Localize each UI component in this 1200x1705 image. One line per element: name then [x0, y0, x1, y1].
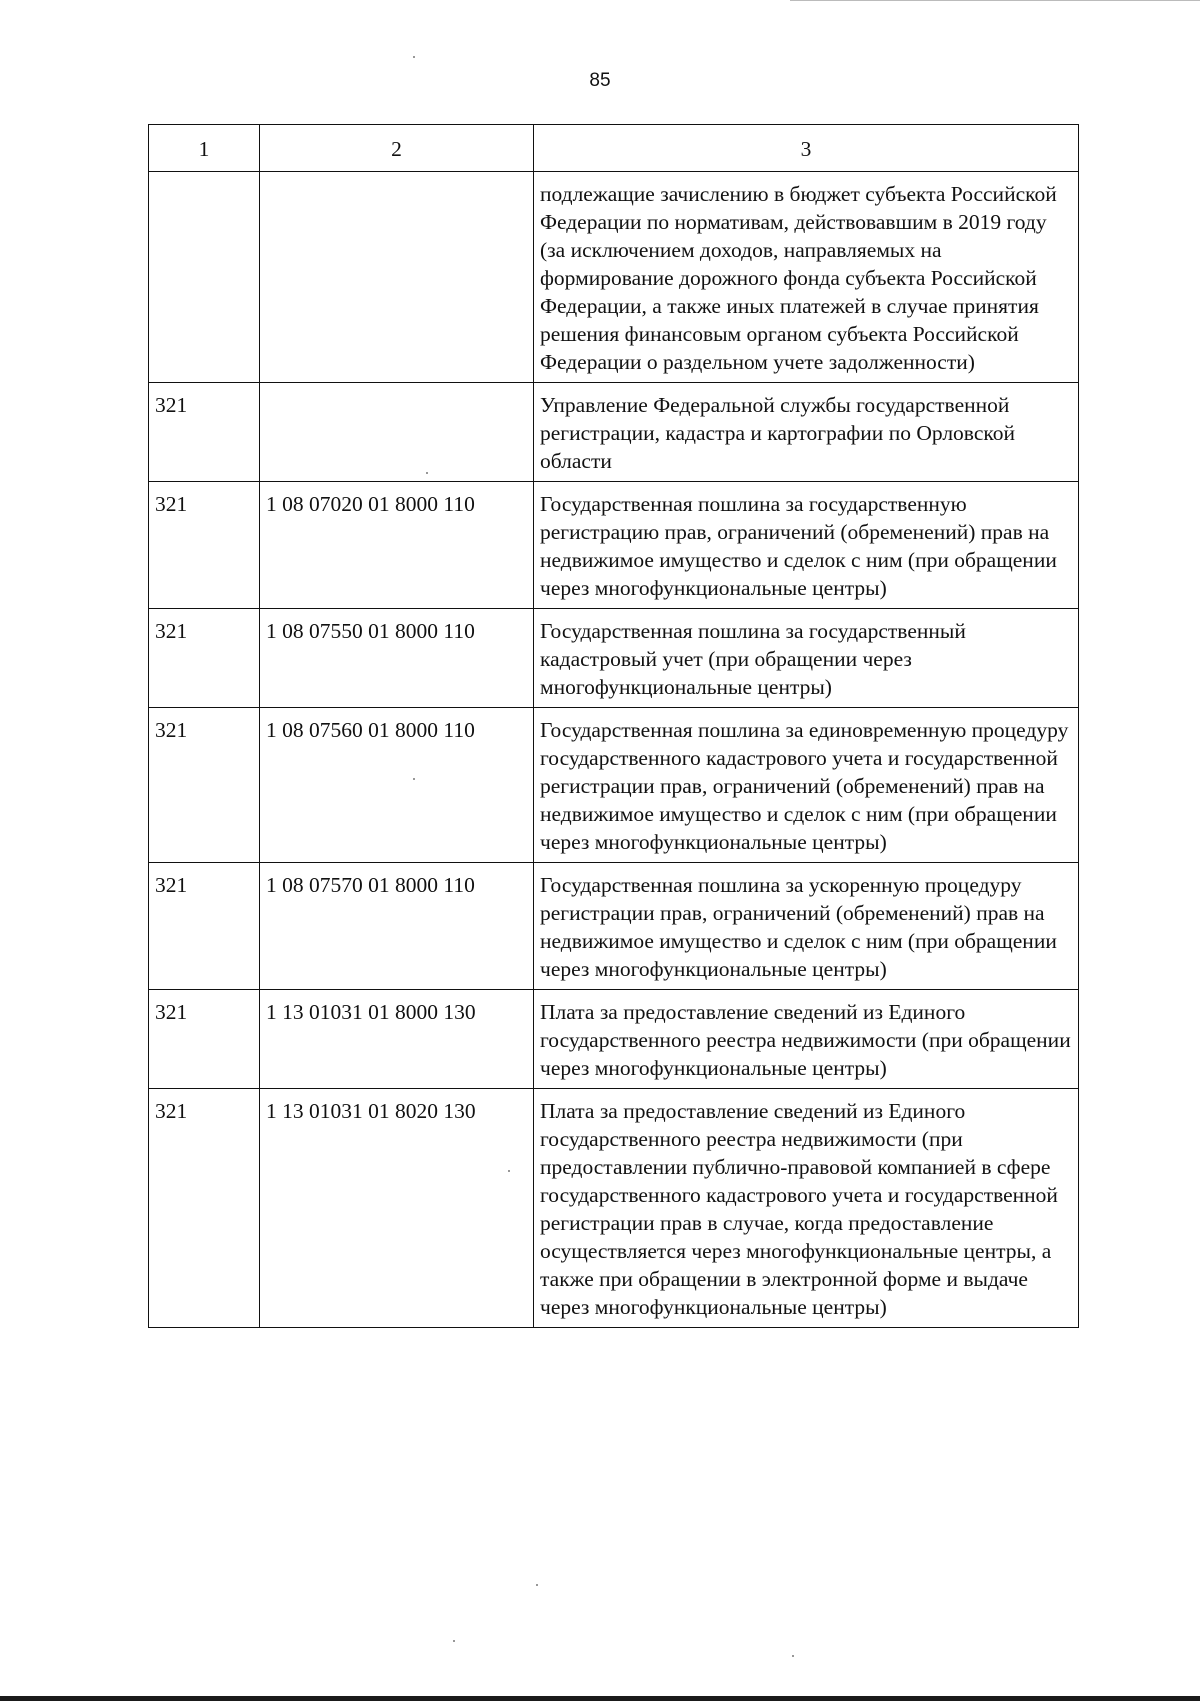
admin-code-cell: 321: [149, 990, 260, 1089]
column-header-2: 2: [260, 125, 534, 172]
scan-speck: [453, 1640, 455, 1642]
revenue-code-cell: [260, 383, 534, 482]
revenue-name-cell: Государственная пошлина за единовременную процедуру государственного кадастрового учета и государственной регистрации прав, ограничений (обременений) прав на недвижимое имущество и сделок с ним (при обращении через многофункциональные центры): [534, 708, 1079, 863]
revenue-code-cell: 1 08 07550 01 8000 110: [260, 609, 534, 708]
revenue-code-cell: 1 08 07570 01 8000 110: [260, 863, 534, 990]
table-row: [149, 482, 1079, 609]
scan-edge-bottom: [0, 1696, 1200, 1701]
scan-speck: [426, 472, 428, 474]
column-header-3: 3: [534, 125, 1079, 172]
revenue-name-cell: Плата за предоставление сведений из Единого государственного реестра недвижимости (при обращении через многофункциональные центры): [534, 990, 1079, 1089]
revenue-name-cell: подлежащие зачислению в бюджет субъекта Российской Федерации по нормативам, действовавшим в 2019 году (за исключением доходов, направляемых на формирование дорожного фонда субъекта Российской Федерации, а также иных платежей в случае принятия решения финансовым органом субъекта Российской Федерации о раздельном учете задолженности): [534, 172, 1079, 383]
scan-speck: [792, 1655, 794, 1657]
revenue-code-cell: [260, 172, 534, 383]
revenue-name-cell: Плата за предоставление сведений из Единого государственного реестра недвижимости (при предоставлении публично-правовой компанией в сфере государственного кадастрового учета и государственной регистрации прав в случае, когда предоставление осуществляется через многофункциональные центры, а также при обращении в электронной форме и выдаче через многофункциональные центры): [534, 1089, 1079, 1328]
revenue-code-cell: 1 08 07020 01 8000 110: [260, 482, 534, 609]
revenue-name-cell: Государственная пошлина за государственную регистрацию прав, ограничений (обременений) прав на недвижимое имущество и сделок с ним (при обращении через многофункциональные центры): [534, 482, 1079, 609]
table-row: [149, 863, 1079, 990]
scan-edge-top: [790, 0, 1200, 1]
admin-code-cell: 321: [149, 863, 260, 990]
admin-code-cell: 321: [149, 482, 260, 609]
revenue-code-cell: 1 08 07560 01 8000 110: [260, 708, 534, 863]
table-row: [149, 1089, 1079, 1328]
scan-speck: [413, 778, 415, 780]
table-row: [149, 172, 1079, 383]
admin-code-cell: 321: [149, 708, 260, 863]
scan-speck: [508, 1170, 510, 1172]
scan-speck: [536, 1584, 538, 1586]
table-row: [149, 990, 1079, 1089]
scan-speck: [413, 56, 415, 58]
revenue-codes-table: [148, 124, 1079, 1328]
revenue-name-cell: Государственная пошлина за ускоренную процедуру регистрации прав, ограничений (обременений) прав на недвижимое имущество и сделок с ним (при обращении через многофункциональные центры): [534, 863, 1079, 990]
table-row: [149, 609, 1079, 708]
page-number: 85: [589, 70, 611, 91]
admin-code-cell: 321: [149, 609, 260, 708]
admin-code-cell: [149, 172, 260, 383]
revenue-code-cell: 1 13 01031 01 8000 130: [260, 990, 534, 1089]
revenue-code-cell: 1 13 01031 01 8020 130: [260, 1089, 534, 1328]
revenue-name-cell: Управление Федеральной службы государственной регистрации, кадастра и картографии по Орловской области: [534, 383, 1079, 482]
table-header-row: [149, 125, 1079, 172]
revenue-name-cell: Государственная пошлина за государственный кадастровый учет (при обращении через многофункциональные центры): [534, 609, 1079, 708]
admin-code-cell: 321: [149, 383, 260, 482]
table-row: [149, 383, 1079, 482]
column-header-1: 1: [149, 125, 260, 172]
table-row: [149, 708, 1079, 863]
admin-code-cell: 321: [149, 1089, 260, 1328]
